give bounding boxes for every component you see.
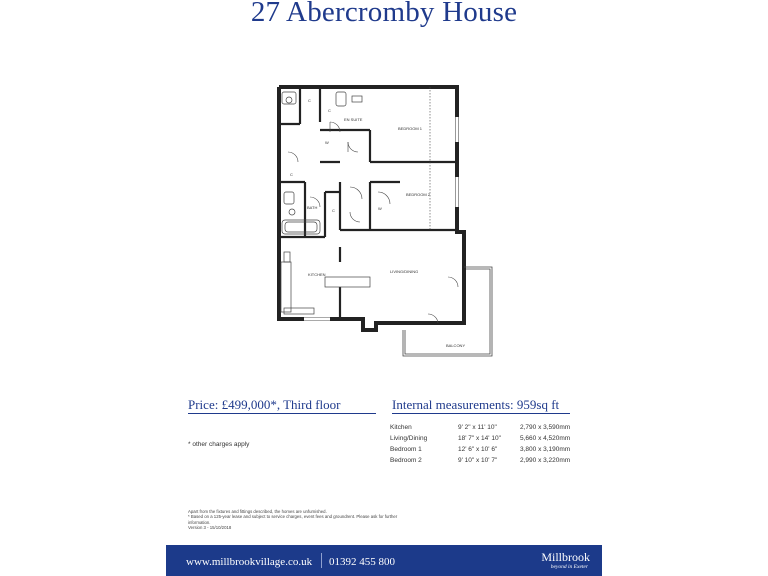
disclaimer-line: * Based on a 125-year lease and subject to service charges, event fees and groundrent. Please ask for further	[188, 514, 398, 520]
disclaimer-line: Version 3 - 15/10/2018	[188, 525, 232, 531]
kitchen-label: KITCHEN	[308, 272, 326, 277]
brand-tagline	[551, 564, 588, 570]
measurements-divider	[392, 413, 570, 414]
page-title: 27 Abercromby House	[250, 0, 518, 28]
price-divider	[188, 413, 376, 414]
metric-size: 2,990 x 3,220mm	[520, 457, 571, 464]
measurements-heading: Internal measurements: 959sq ft	[392, 397, 560, 412]
price-heading: Price: £499,000*, Third floor	[188, 397, 341, 412]
disclaimer-line: information.	[188, 519, 211, 525]
website-link[interactable]: www.millbrookvillage.co.uk	[186, 556, 313, 568]
en-suite-label: EN SUITE	[344, 117, 363, 122]
disclaimer-line: Apart from the fixtures and fittings described, the homes are unfurnished.	[188, 509, 327, 514]
balcony-label: BALCONY	[446, 343, 466, 348]
room-name: Kitchen	[390, 424, 412, 431]
tagline-part: in Exeter	[567, 564, 588, 570]
disclaimer	[188, 509, 448, 531]
phone-number[interactable]: 01392 455 800	[329, 556, 395, 568]
imperial-size: 12' 6" x 10' 6"	[458, 446, 498, 453]
wardrobe-label: W	[378, 206, 382, 211]
imperial-size: 18' 7" x 14' 10"	[458, 435, 501, 442]
living-label: LIVING/DINING	[390, 269, 419, 274]
measurements-table	[390, 422, 570, 466]
table-row	[390, 422, 570, 433]
metric-size: 3,800 x 3,190mm	[520, 446, 571, 453]
room-name: Living/Dining	[390, 435, 428, 442]
floor-plan	[270, 82, 500, 358]
table-row	[390, 455, 570, 466]
metric-size: 2,790 x 3,590mm	[520, 424, 571, 431]
imperial-size: 9' 10" x 10' 7"	[458, 457, 498, 464]
table-row	[390, 433, 570, 444]
bedroom1-label: BEDROOM 1	[398, 126, 423, 131]
bath-label: BATH	[307, 205, 318, 210]
cupboard-label: C	[328, 108, 331, 113]
brand-logo: Millbrook	[541, 550, 590, 564]
room-name: Bedroom 2	[390, 457, 422, 464]
charges-note: * other charges apply	[188, 441, 250, 448]
wardrobe-label: W	[325, 140, 329, 145]
cupboard-label: C	[290, 172, 293, 177]
metric-size: 5,660 x 4,520mm	[520, 435, 571, 442]
cupboard-label: C	[332, 208, 335, 213]
tagline-part: beyond	[550, 564, 567, 570]
footer-bar	[166, 545, 602, 576]
footer-divider	[321, 553, 322, 568]
room-name: Bedroom 1	[390, 446, 422, 453]
cupboard-label: C	[308, 98, 311, 103]
imperial-size: 9' 2" x 11' 10"	[458, 424, 497, 431]
bedroom2-label: BEDROOM 2	[406, 192, 431, 197]
table-row	[390, 444, 570, 455]
